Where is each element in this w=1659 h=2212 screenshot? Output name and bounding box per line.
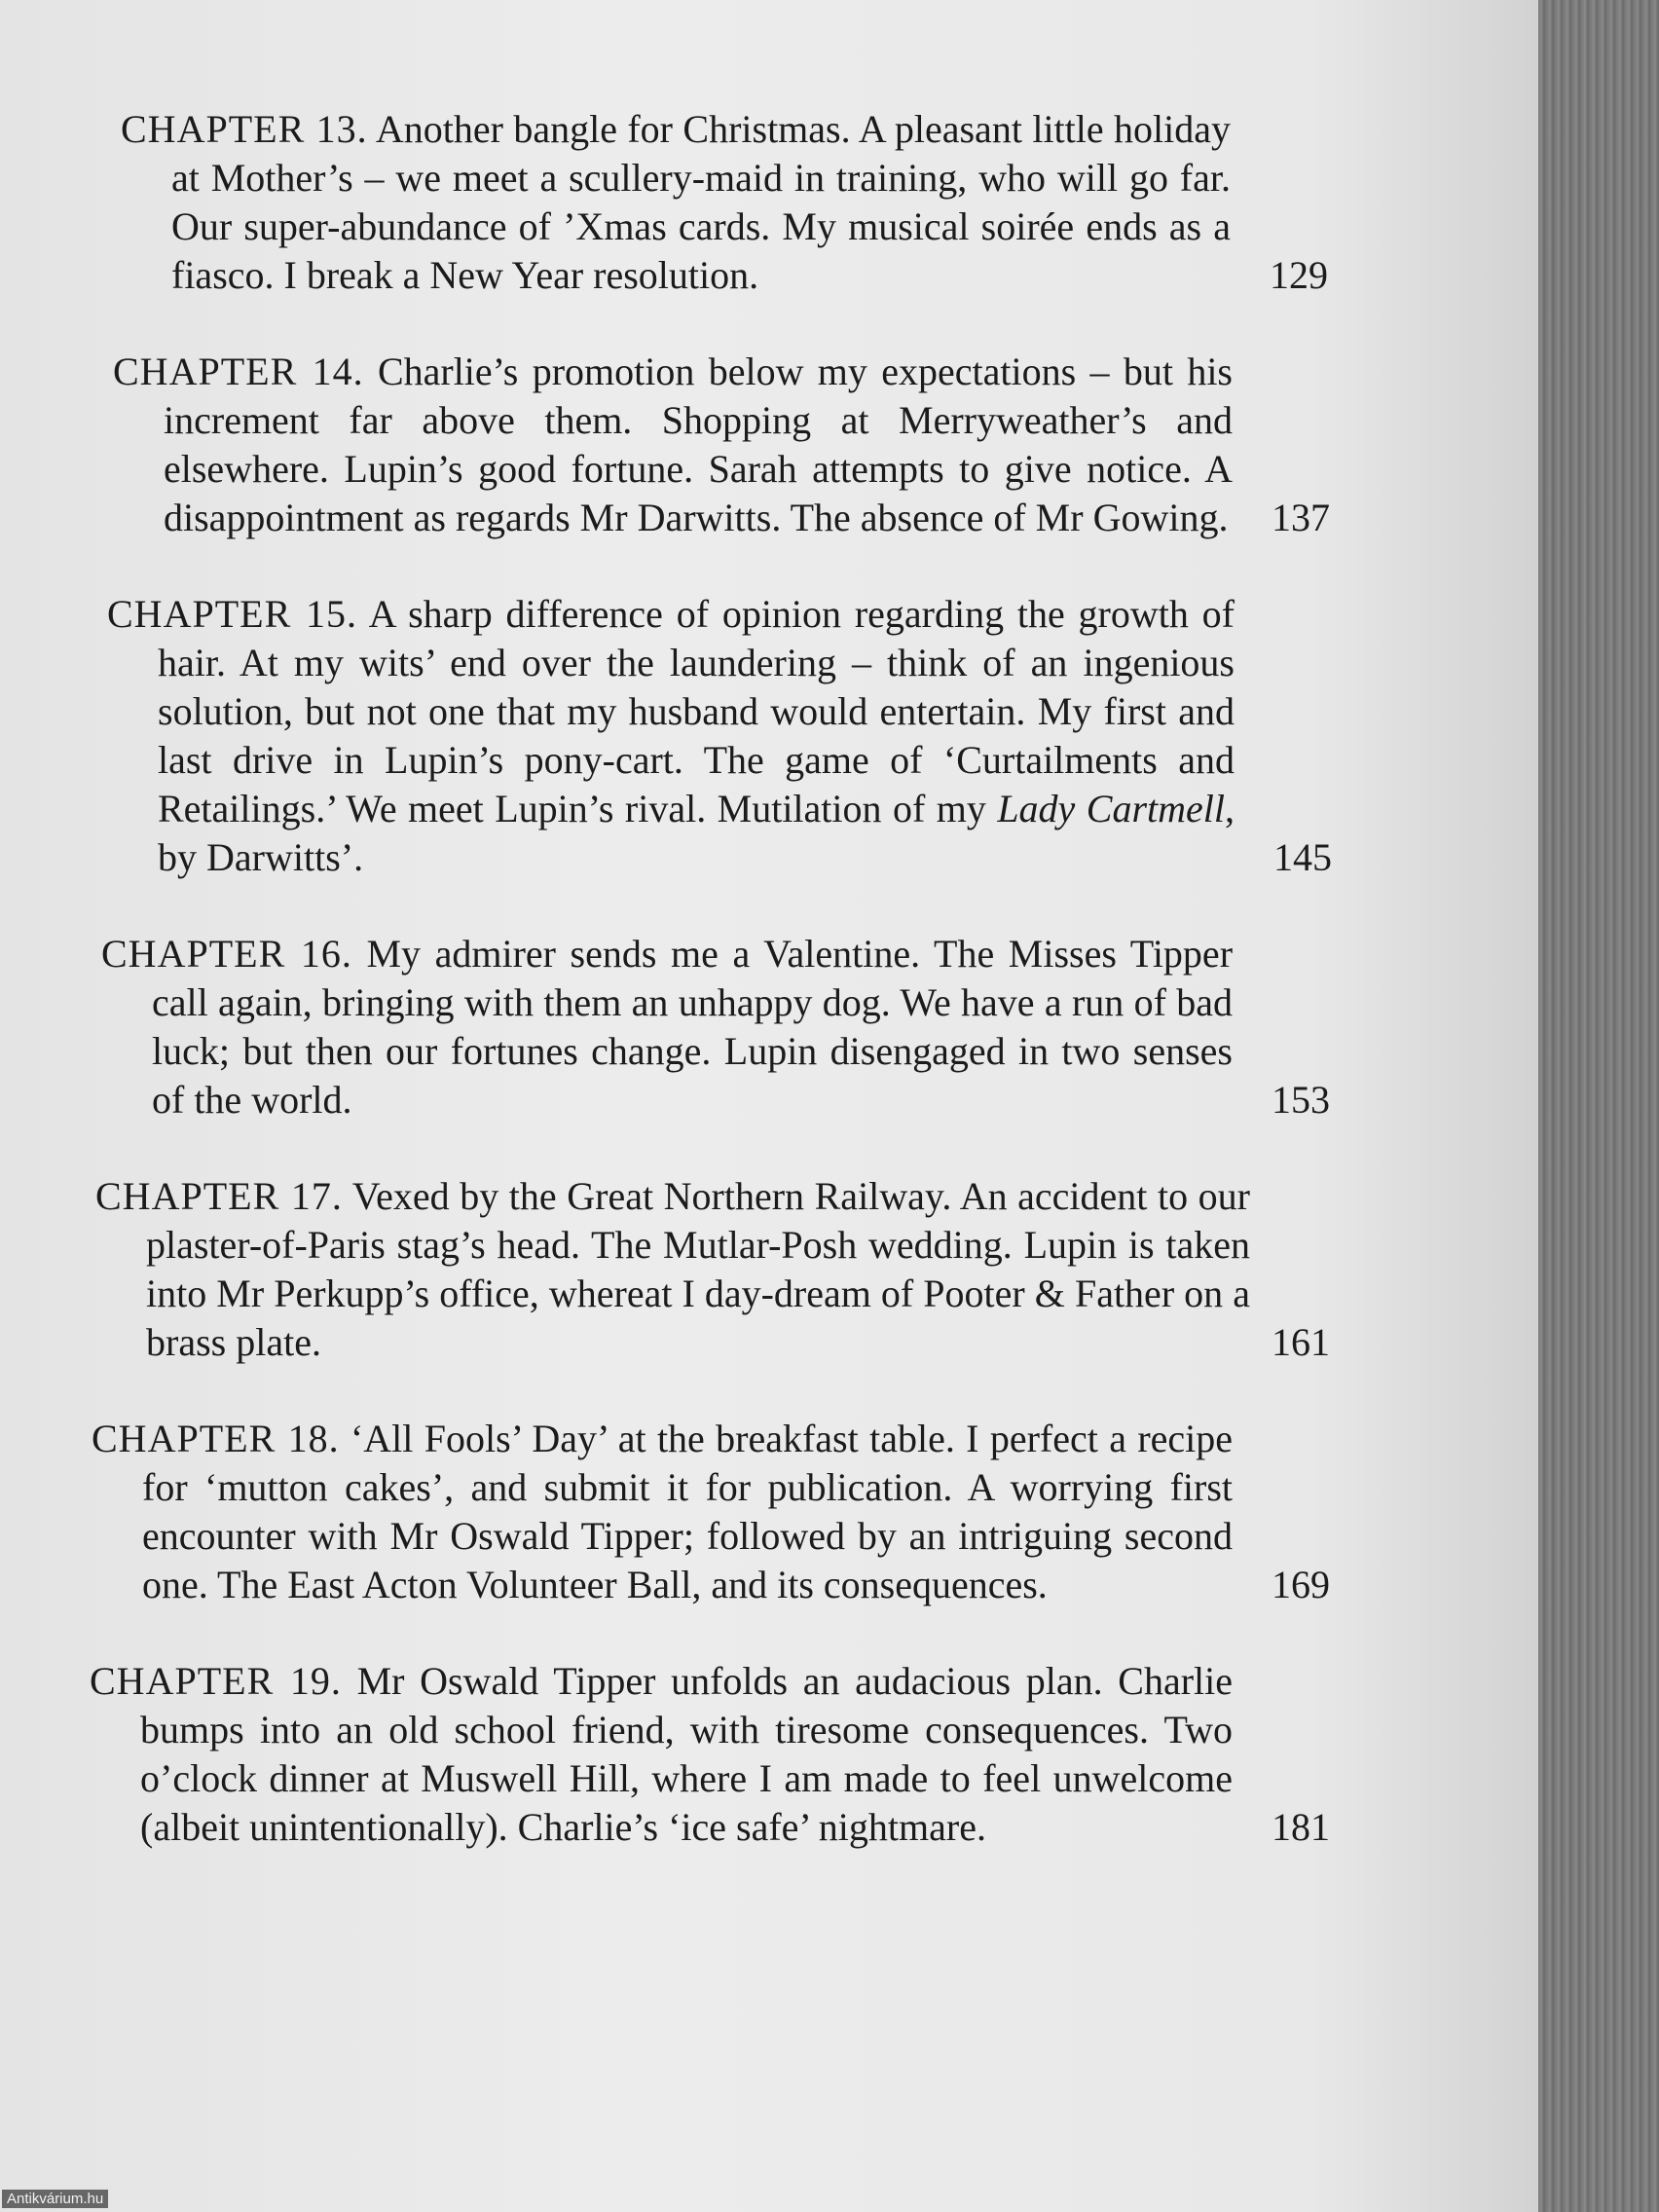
book-title: Lady Cartmell bbox=[997, 787, 1225, 830]
chapter-summary: Charlie’s promotion below my expectations – but his increment far above them. Shopping at Merryweather’s and elsewhere. Lupin’s good fortune. Sarah attempts to give notice. A disappointment as regards Mr Darwitts. The absence of Mr Gowing. bbox=[164, 350, 1233, 539]
toc-entry-chapter-19 bbox=[90, 1657, 1330, 1852]
watermark: Antikvárium.hu bbox=[2, 2190, 108, 2208]
chapter-number: CHAPTER 13. bbox=[121, 107, 368, 151]
page-number: 153 bbox=[1272, 1078, 1330, 1122]
page-number: 181 bbox=[1272, 1805, 1330, 1849]
toc-entry-chapter-18 bbox=[92, 1415, 1330, 1609]
chapter-summary: Vexed by the Great Northern Railway. An accident to our plaster-of-Paris stag’s head. The Mutlar-Posh wedding. Lupin is taken into Mr Perkupp’s office, whereat I day-dream of Pooter & Father on a brass plate. bbox=[146, 1174, 1250, 1364]
chapter-summary-part: , by Darwitts’. bbox=[158, 787, 1235, 879]
page-number: 129 bbox=[1270, 253, 1328, 297]
page-number: 137 bbox=[1272, 496, 1330, 539]
toc-entry-chapter-15 bbox=[107, 590, 1332, 882]
chapter-summary: Another bangle for Christmas. A pleasant little holiday at Mother’s – we meet a scullery-maid in training, who will go far. Our super-abundance of ’Xmas cards. My musical soirée ends as a fiasco. I break a New Year resolution. bbox=[171, 107, 1232, 297]
page-edge-stack bbox=[1538, 0, 1659, 2212]
chapter-summary: Mr Oswald Tipper unfolds an audacious plan. Charlie bumps into an old school friend, with tiresome consequences. Two o’clock dinner at Muswell Hill, where I am made to feel unwelcome (albeit unintentionally). Charlie’s ‘ice safe’ nightmare. bbox=[140, 1659, 1234, 1849]
chapter-number: CHAPTER 14. bbox=[113, 350, 364, 393]
toc-entry-chapter-13 bbox=[121, 105, 1328, 300]
chapter-number: CHAPTER 15. bbox=[107, 592, 358, 636]
toc-entry-chapter-14 bbox=[113, 348, 1330, 542]
toc-entry-chapter-16 bbox=[101, 930, 1330, 1124]
chapter-number: CHAPTER 19. bbox=[90, 1659, 342, 1703]
page-number: 145 bbox=[1273, 835, 1332, 879]
chapter-number: CHAPTER 16. bbox=[101, 932, 352, 976]
chapter-summary: ‘All Fools’ Day’ at the breakfast table. I perfect a recipe for ‘mutton cakes’, and submit it for publication. A worrying first encounter with Mr Oswald Tipper; followed by an intriguing second one. The East Acton Volunteer Ball, and its consequences. bbox=[142, 1417, 1234, 1606]
page-number: 161 bbox=[1272, 1320, 1330, 1364]
page-number: 169 bbox=[1272, 1563, 1330, 1606]
chapter-summary-part: A sharp difference of opinion regarding the growth of hair. At my wits’ end over the laundering – think of an ingenious solution, but not one that my husband would entertain. My first and last drive in Lupin’s pony-cart. The game of ‘Curtailments and Retailings.’ We meet Lupin’s rival. Mutilation of my bbox=[158, 592, 1235, 830]
table-of-contents bbox=[0, 105, 1538, 1899]
chapter-summary: My admirer sends me a Valentine. The Misses Tipper call again, bringing with them an unhappy dog. We have a run of bad luck; but then our fortunes change. Lupin disengaged in two senses of the world. bbox=[152, 932, 1234, 1122]
toc-entry-chapter-17 bbox=[95, 1172, 1330, 1367]
chapter-number: CHAPTER 17. bbox=[95, 1174, 343, 1218]
chapter-number: CHAPTER 18. bbox=[92, 1417, 340, 1460]
